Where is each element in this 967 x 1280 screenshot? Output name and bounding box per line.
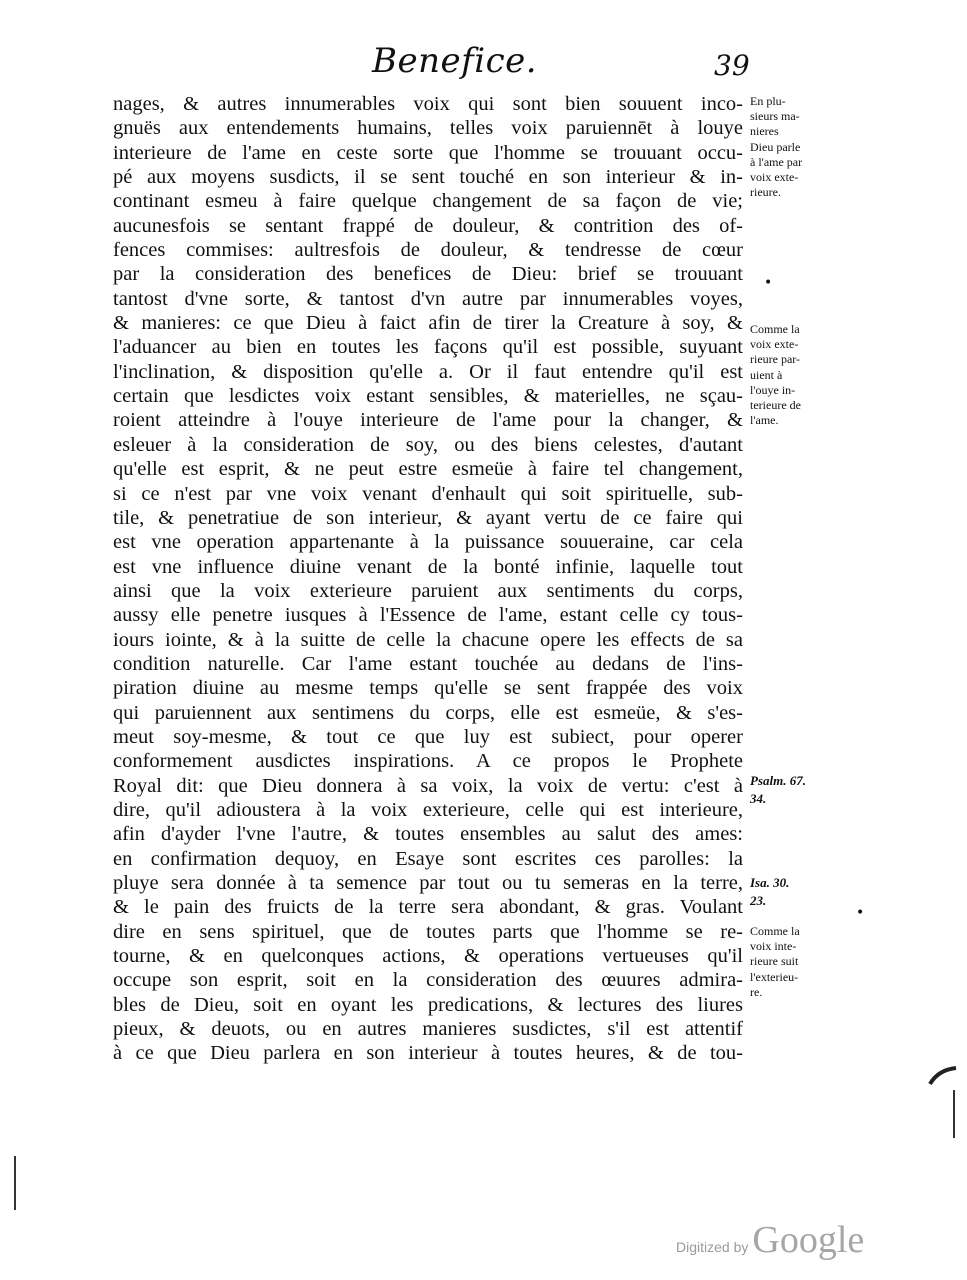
body-line: piration diuine au mesme temps qu'elle se sent frappée des voix [113,677,743,700]
body-line: interieure de l'ame en ceste sorte que l'homme se trouuant occu- [113,141,743,164]
digitized-watermark [676,1218,864,1262]
google-logo: Google [752,1219,865,1261]
stray-ink-dot: • [764,275,773,291]
margin-note-line: En plu- [750,94,786,108]
margin-note-line: voix exte- [750,170,799,185]
body-line: nages, & autres innumerables voix qui sont bien souuent inco- [113,93,743,115]
body-line: & manieres: ce que Dieu à faict afin de tirer la Creature à soy, & [113,312,743,335]
margin-note-line: nieres [750,124,779,139]
body-line: pé aux moyens susdicts, il se sent touché en son interieur & in- [113,166,743,189]
margin-note-line: 23. [750,893,767,908]
body-line: certain que lesdictes voix estant sensibles, & materielles, ne sçau- [113,385,743,408]
margin-note-voix-exterieure [750,94,840,200]
body-line: par la consideration des benefices de Dieu: brief se trouuant [113,263,743,286]
margin-note-line: Isa. 30. [750,875,790,890]
left-margin-mark [14,1156,16,1210]
margin-note-line: terieure de [750,398,801,413]
margin-note-line: 34. [750,791,767,806]
page-number: 39 [714,49,750,82]
body-line: gnuës aux entendements humains, telles voix paruiennēt à louye [113,117,743,140]
body-line: à ce que Dieu parlera en son interieur à toutes heures, & de tou- [113,1042,743,1065]
body-line: & le pain des fruicts de la terre sera abondant, & gras. Voulant [113,896,743,919]
margin-note-line: voix exte- [750,337,799,352]
margin-ref-psalm [750,772,840,808]
margin-note-line: Comme la [750,924,800,938]
body-line: dire, qu'il adioustera à la voix exterieure, celle qui est interieure, [113,798,743,821]
margin-note-line: rieure. [750,185,781,200]
body-line: meut soy-mesme, & tout ce que luy est subiect, pour operer [113,725,743,748]
body-line: Royal dit: que Dieu donnera à sa voix, la voix de vertu: c'est à [113,774,743,797]
body-line: tantost d'vne sorte, & tantost d'vn autre par innumerables voyes, [113,287,743,310]
margin-note-line: l'ouye in- [750,382,796,397]
body-line: ainsi que la voix exterieure paruient aux sentiments du corps, [113,579,743,602]
body-line: conformement ausdictes inspirations. A ce propos le Prophete [113,750,743,773]
body-line: afin d'ayder l'vne l'autre, & toutes ensembles au salut des ames: [113,823,743,846]
body-line: tile, & penetratiue de son interieur, & ayant vertu de ce faire qui [113,506,743,529]
page-curl-mark [928,1060,958,1140]
margin-note-line: rieure par- [750,352,801,367]
margin-note-line: uient à [750,367,783,382]
margin-note-line: Comme la [750,322,800,336]
body-line: si ce n'est par vne voix venant d'enhault qui soit spirituelle, sub- [113,482,743,505]
body-line: iours iointe, & à la suitte de celle la chacune opere les effects de sa [113,628,743,651]
body-line: occupe son esprit, soit en la consideration des œuures admira- [113,969,743,992]
body-line: dire en sens spirituel, que de toutes parts que l'homme se re- [113,920,743,943]
margin-note-line: sieurs ma- [750,109,800,124]
body-line: l'aduancer au bien en toutes les façons qu'il est possible, suyuant [113,336,743,359]
body-line: tourne, & en quelconques actions, & operations vertueuses qu'il [113,945,743,968]
watermark-prefix: Digitized by [676,1239,749,1255]
body-line: condition naturelle. Car l'ame estant touchée au dedans de l'ins- [113,652,743,675]
body-line: bles de Dieu, soit en oyant les predications, & lectures des liures [113,993,743,1016]
stray-ink-dot: • [856,905,865,921]
body-line: fences commises: aultresfois de douleur, & tendresse de cœur [113,239,743,262]
margin-note-line: re. [750,984,763,999]
body-line: est vne influence diuine venant de la bonté infinie, laquelle tout [113,555,743,578]
margin-note-line: Dieu parle [750,139,801,154]
body-line: continant esmeu à faire quelque changement de sa façon de vie; [113,190,743,213]
body-line: esleuer à la consideration de soy, ou des biens celestes, d'autant [113,433,743,456]
margin-note-line: l'ame. [750,413,779,428]
body-line: qui paruiennent aux sentimens du corps, elle est esmeüe, & s'es- [113,701,743,724]
margin-note-line: rieure suit [750,954,799,969]
margin-note-line: Psalm. 67. [750,773,806,788]
body-line: l'inclination, & disposition qu'elle a. Or il faut entendre qu'il est [113,360,743,383]
body-text [113,92,743,1066]
margin-ref-isaiah [750,874,840,910]
body-line: pieux, & deuots, ou en autres manieres susdictes, s'il est attentif [113,1018,743,1041]
body-line: roient atteindre à l'ouye interieure de l'ame pour la changer, & [113,409,743,432]
body-line: qu'elle est esprit, & ne peut estre esmeüe à faire tel changement, [113,458,743,481]
margin-note-line: l'exterieu- [750,969,799,984]
body-line: pluye sera donnée à ta semence par tout ou tu semeras en la terre, [113,872,743,894]
body-line: aucunesfois se sentant frappé de douleur, & contrition des of- [113,214,743,237]
margin-note-line: à l'ame par [750,154,803,169]
body-line: en confirmation dequoy, en Esaye sont escrites ces parolles: la [113,847,743,870]
margin-note-line: voix inte- [750,939,797,954]
margin-note-ouye-interieure [750,322,840,428]
margin-note-voix-interieure [750,924,840,1000]
page-header-title: Benefice. [372,41,538,81]
body-line: aussy elle penetre iusques à l'Essence de l'ame, estant celle cy tous- [113,604,743,627]
body-line: est vne operation appartenante à la puissance souueraine, car cela [113,531,743,554]
